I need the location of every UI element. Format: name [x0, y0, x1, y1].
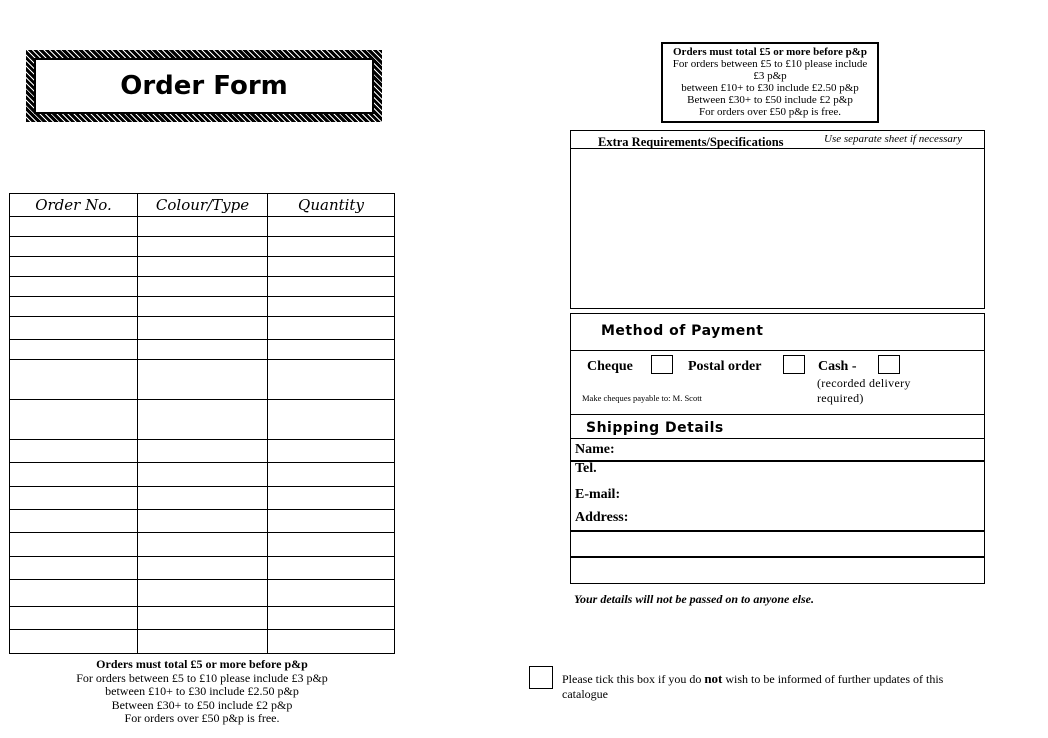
order-no-cell[interactable]	[10, 580, 138, 607]
extra-requirements-box[interactable]	[570, 130, 985, 309]
table-row	[10, 237, 395, 257]
page-title: Order Form	[34, 58, 374, 114]
quantity-cell[interactable]	[268, 257, 395, 277]
divider	[571, 556, 984, 558]
table-row	[10, 257, 395, 277]
shipping-heading: Shipping Details	[586, 420, 724, 436]
colour-type-cell[interactable]	[138, 317, 268, 340]
optout-text	[562, 671, 962, 702]
order-no-cell[interactable]	[10, 360, 138, 400]
table-row	[10, 440, 395, 463]
address-label[interactable]: Address:	[575, 510, 629, 525]
name-label[interactable]: Name:	[575, 442, 615, 457]
colour-type-cell[interactable]	[138, 297, 268, 317]
table-row	[10, 360, 395, 400]
colour-type-cell[interactable]	[138, 360, 268, 400]
table-row	[10, 630, 395, 654]
divider	[571, 148, 984, 149]
order-table	[9, 193, 395, 654]
optout-text-bold: not	[704, 671, 723, 686]
table-row	[10, 510, 395, 533]
divider	[571, 350, 984, 351]
postal-order-checkbox[interactable]	[783, 355, 805, 374]
cheque-label: Cheque	[587, 359, 633, 374]
header-quantity: Quantity	[268, 194, 395, 217]
table-row	[10, 607, 395, 630]
colour-type-cell[interactable]	[138, 630, 268, 654]
order-no-cell[interactable]	[10, 277, 138, 297]
colour-type-cell[interactable]	[138, 607, 268, 630]
quantity-cell[interactable]	[268, 237, 395, 257]
table-row	[10, 297, 395, 317]
divider	[571, 460, 984, 462]
order-no-cell[interactable]	[10, 607, 138, 630]
extra-hint: Use separate sheet if necessary	[824, 133, 963, 145]
quantity-cell[interactable]	[268, 297, 395, 317]
tel-label[interactable]: Tel.	[575, 461, 597, 476]
order-no-cell[interactable]	[10, 440, 138, 463]
order-no-cell[interactable]	[10, 487, 138, 510]
optout-text-before: Please tick this box if you do	[562, 672, 705, 686]
order-no-cell[interactable]	[10, 217, 138, 237]
pp-line: Between £30+ to £50 include £2 p&p	[687, 94, 853, 106]
table-row	[10, 340, 395, 360]
postal-order-label: Postal order	[688, 359, 762, 374]
order-no-cell[interactable]	[10, 533, 138, 557]
table-row	[10, 487, 395, 510]
table-row	[10, 277, 395, 297]
pp-note-bottom	[9, 658, 395, 726]
payment-heading: Method of Payment	[601, 323, 764, 339]
table-row	[10, 317, 395, 340]
order-no-cell[interactable]	[10, 510, 138, 533]
colour-type-cell[interactable]	[138, 257, 268, 277]
payment-box	[570, 313, 985, 439]
quantity-cell[interactable]	[268, 487, 395, 510]
payable-note: Make cheques payable to: M. Scott	[582, 393, 702, 403]
colour-type-cell[interactable]	[138, 580, 268, 607]
quantity-cell[interactable]	[268, 277, 395, 297]
pp-line: For orders between £5 to £10 please include £3 p&p	[672, 58, 868, 82]
colour-type-cell[interactable]	[138, 277, 268, 297]
cheque-checkbox[interactable]	[651, 355, 673, 374]
pp-line: between £10+ to £30 include £2.50 p&p	[681, 82, 859, 94]
pp-note-top	[661, 42, 879, 123]
quantity-cell[interactable]	[268, 533, 395, 557]
table-row	[10, 557, 395, 580]
optout-text-after: wish to be informed of further updates of this catalogue	[562, 672, 944, 701]
colour-type-cell[interactable]	[138, 463, 268, 487]
quantity-cell[interactable]	[268, 580, 395, 607]
table-row	[10, 217, 395, 237]
shipping-box	[570, 438, 985, 584]
optout-checkbox[interactable]	[529, 666, 553, 689]
colour-type-cell[interactable]	[138, 440, 268, 463]
order-no-cell[interactable]	[10, 297, 138, 317]
pp-heading: Orders must total £5 or more before p&p	[96, 657, 308, 671]
order-no-cell[interactable]	[10, 400, 138, 440]
quantity-cell[interactable]	[268, 440, 395, 463]
cash-checkbox[interactable]	[878, 355, 900, 374]
colour-type-cell[interactable]	[138, 217, 268, 237]
colour-type-cell[interactable]	[138, 487, 268, 510]
pp-line: For orders between £5 to £10 please include £3 p&p	[76, 670, 328, 685]
pp-line: For orders over £50 p&p is free.	[124, 711, 280, 725]
order-no-cell[interactable]	[10, 557, 138, 580]
quantity-cell[interactable]	[268, 340, 395, 360]
quantity-cell[interactable]	[268, 317, 395, 340]
privacy-note: Your details will not be passed on to anyone else.	[574, 592, 815, 606]
colour-type-cell[interactable]	[138, 340, 268, 360]
quantity-cell[interactable]	[268, 510, 395, 533]
table-row	[10, 533, 395, 557]
order-no-cell[interactable]	[10, 463, 138, 487]
table-row	[10, 400, 395, 440]
pp-heading: Orders must total £5 or more before p&p	[673, 46, 867, 58]
quantity-cell[interactable]	[268, 630, 395, 654]
quantity-cell[interactable]	[268, 400, 395, 440]
colour-type-cell[interactable]	[138, 557, 268, 580]
colour-type-cell[interactable]	[138, 533, 268, 557]
email-label[interactable]: E-mail:	[575, 487, 621, 502]
order-no-cell[interactable]	[10, 630, 138, 654]
colour-type-cell[interactable]	[138, 237, 268, 257]
quantity-cell[interactable]	[268, 607, 395, 630]
extra-heading: Extra Requirements/Specifications	[598, 135, 784, 149]
quantity-cell[interactable]	[268, 217, 395, 237]
cash-note: (recorded delivery required)	[817, 376, 911, 405]
colour-type-cell[interactable]	[138, 400, 268, 440]
order-no-cell[interactable]	[10, 257, 138, 277]
quantity-cell[interactable]	[268, 557, 395, 580]
pp-line: Between £30+ to £50 include £2 p&p	[111, 697, 293, 712]
colour-type-cell[interactable]	[138, 510, 268, 533]
table-row	[10, 463, 395, 487]
pp-line: For orders over £50 p&p is free.	[698, 106, 842, 118]
order-no-cell[interactable]	[10, 237, 138, 257]
cash-label: Cash -	[818, 359, 857, 374]
order-no-cell[interactable]	[10, 317, 138, 340]
order-no-cell[interactable]	[10, 340, 138, 360]
header-colour-type: Colour/Type	[138, 194, 268, 217]
pp-line: between £10+ to £30 include £2.50 p&p	[105, 684, 299, 698]
header-order-no: Order No.	[10, 194, 138, 217]
table-row	[10, 580, 395, 607]
quantity-cell[interactable]	[268, 463, 395, 487]
divider	[571, 414, 984, 415]
divider	[571, 530, 984, 532]
quantity-cell[interactable]	[268, 360, 395, 400]
title-banner	[26, 50, 382, 122]
